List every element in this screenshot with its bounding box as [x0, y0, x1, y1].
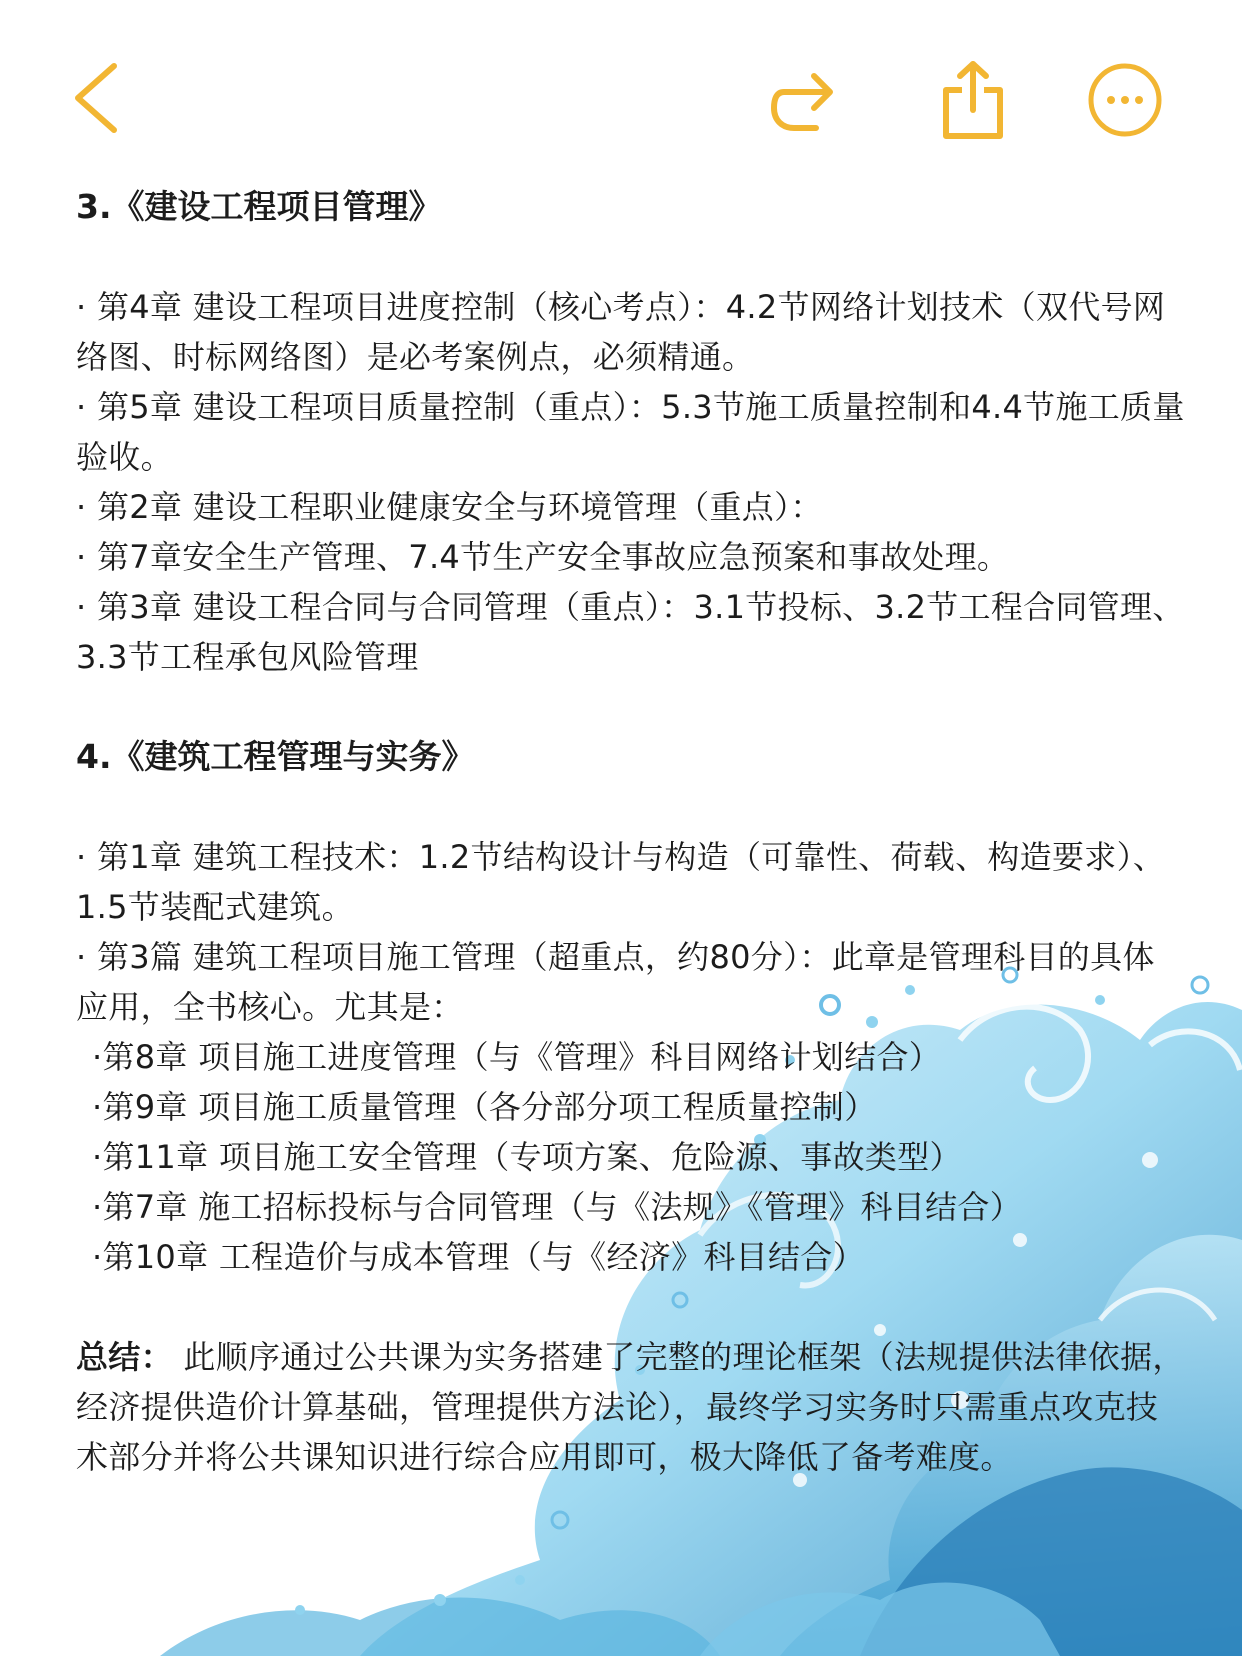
- spacer: [76, 232, 1186, 282]
- chevron-left-icon[interactable]: [66, 60, 126, 136]
- section-4-subitem: ·第9章 项目施工质量管理（各分部分项工程质量控制）: [92, 1088, 877, 1126]
- section-4-subitem: ·第7章 施工招标投标与合同管理（与《法规》《管理》科目结合）: [92, 1188, 1023, 1226]
- spacer: [76, 782, 1186, 832]
- section-3-item: · 第2章 建设工程职业健康安全与环境管理（重点）：: [76, 488, 823, 526]
- section-3-item: · 第3章 建设工程合同与合同管理（重点）：3.1节投标、3.2节工程合同管理、3.3节工程承包风险管理: [76, 588, 1185, 676]
- section-4-item: · 第3篇 建筑工程项目施工管理（超重点，约80分）：此章是管理科目的具体应用，全书核心。尤其是：: [76, 938, 1155, 1026]
- spacer: [76, 1282, 1186, 1332]
- top-toolbar: [0, 0, 1242, 190]
- spacer: [76, 682, 1186, 732]
- section-3-item: · 第7章安全生产管理、7.4节生产安全事故应急预案和事故处理。: [76, 538, 1010, 576]
- more-dots-icon[interactable]: [1087, 62, 1163, 138]
- summary-text: 此顺序通过公共课为实务搭建了完整的理论框架（法规提供法律依据，经济提供造价计算基础，管理提供方法论），最终学习实务时只需重点攻克技术部分并将公共课知识进行综合应用即可，极大降低了备考难度。: [76, 1338, 1185, 1476]
- summary-label: 总结：: [76, 1338, 173, 1376]
- section-4-subitem: ·第11章 项目施工安全管理（专项方案、危险源、事故类型）: [92, 1138, 962, 1176]
- note-content: [76, 182, 1186, 1482]
- redo-arrow-icon[interactable]: [770, 62, 840, 138]
- section-3-title: 3.《建设工程项目管理》: [76, 187, 442, 226]
- section-4-item: · 第1章 建筑工程技术：1.2节结构设计与构造（可靠性、荷载、构造要求）、1.5节装配式建筑。: [76, 838, 1166, 926]
- section-3-item: · 第5章 建设工程项目质量控制（重点）：5.3节施工质量控制和4.4节施工质量验收。: [76, 388, 1185, 476]
- section-4-subitem: ·第10章 工程造价与成本管理（与《经济》科目结合）: [92, 1238, 865, 1276]
- section-4-subitem: ·第8章 项目施工进度管理（与《管理》科目网络计划结合）: [92, 1038, 942, 1076]
- summary-paragraph: [76, 1332, 1186, 1482]
- share-upload-icon[interactable]: [940, 58, 1006, 142]
- section-4-title: 4.《建筑工程管理与实务》: [76, 737, 475, 776]
- section-3-item: · 第4章 建设工程项目进度控制（核心考点）：4.2节网络计划技术（双代号网络图、时标网络图）是必考案例点，必须精通。: [76, 288, 1166, 376]
